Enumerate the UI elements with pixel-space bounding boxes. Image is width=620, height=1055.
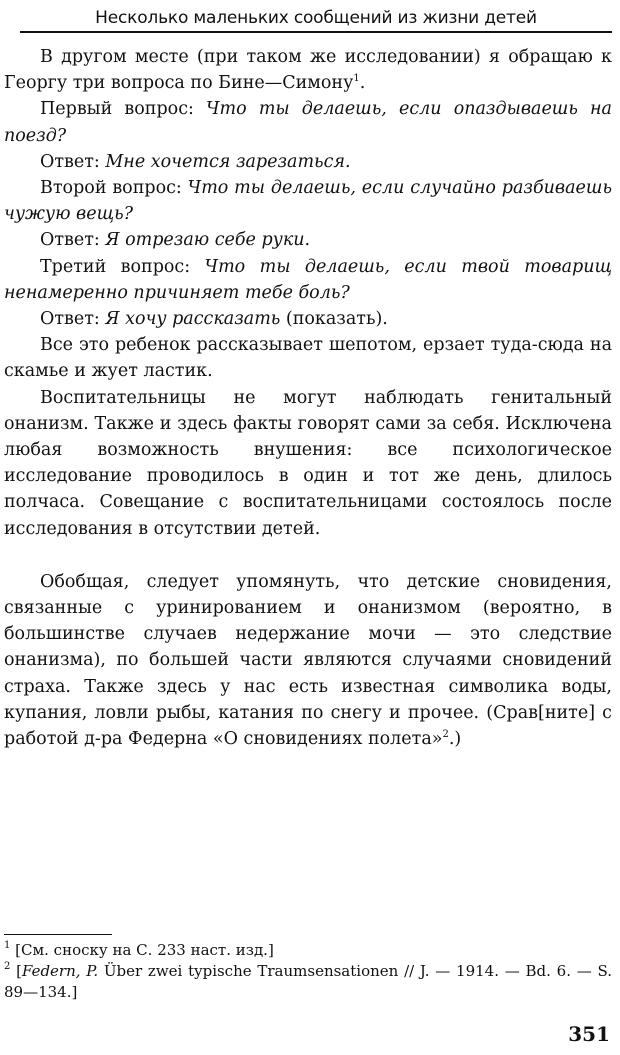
page-number: 351 xyxy=(568,1022,610,1046)
footnote-2 xyxy=(4,961,612,1003)
question-3-text: Что ты делаешь, если твой товарищ ненамеренно причиняет тебе боль? xyxy=(4,256,613,303)
paragraph-whisper: Все это ребенок рассказывает шепотом, ерзает туда-сюда на скамье и жует ластик. xyxy=(4,335,612,382)
footnote-1 xyxy=(4,940,612,961)
question-2-text: Что ты делаешь, если случайно разбиваешь чужую вещь? xyxy=(4,178,612,225)
paragraph-intro xyxy=(4,44,612,96)
paragraph-summary xyxy=(4,569,612,752)
question-1-text: Что ты делаешь, если опаздываешь на поезд? xyxy=(4,99,612,146)
question-1-label: Первый вопрос: xyxy=(40,99,207,120)
answer-3-label: Ответ: xyxy=(40,309,106,330)
question-3-label: Третий вопрос: xyxy=(40,256,205,277)
header-rule xyxy=(20,31,612,33)
answer-3-suffix: (показать). xyxy=(280,309,388,330)
answer-3 xyxy=(4,306,612,332)
footnote-2-marker: 2 xyxy=(4,961,11,972)
answer-3-text: Я хочу рассказать xyxy=(105,309,281,330)
footnote-1-marker: 1 xyxy=(4,940,11,951)
paragraph-intro-end: . xyxy=(359,73,366,94)
paragraph-summary-end: .) xyxy=(448,729,462,750)
answer-1-text: Мне хочется зарезаться. xyxy=(105,151,351,172)
footnotes xyxy=(4,940,612,1003)
answer-1-label: Ответ: xyxy=(40,151,106,172)
footnote-2-text: Über zwei typische Traumsensationen // J. — 1914. — Bd. 6. — S. 89—134.] xyxy=(4,962,612,1001)
answer-2-label: Ответ: xyxy=(40,230,106,251)
footnote-2-open: [ xyxy=(10,962,22,980)
footnote-ref-2: 2 xyxy=(442,729,449,741)
answer-1 xyxy=(4,149,612,175)
footnote-1-text: [См. сноску на С. 233 наст. изд.] xyxy=(10,941,274,959)
footnote-rule xyxy=(4,934,112,935)
running-title: Несколько маленьких сообщений из жизни детей xyxy=(95,8,537,28)
paragraph-summary-text: Обобщая, следует упомянуть, что детские сновидения, связанные с уринированием и онанизмом (вероятно, в большинстве случаев недержание мочи — это следствие онанизма), по большей части являются случаями сновидений страха. Также здесь у нас есть известная символика воды, купания, ловли рыбы, катания по снегу и прочее. (Срав[ните] с работой д-ра Федерна «О сновидениях полета» xyxy=(4,571,612,750)
question-1 xyxy=(4,96,612,148)
answer-2-text: Я отрезаю себе руки. xyxy=(105,230,311,251)
main-text xyxy=(4,44,612,752)
footnote-ref-1: 1 xyxy=(353,73,360,85)
footnote-2-author: Federn, P. xyxy=(21,962,99,980)
paragraph-teachers: Воспитательницы не могут наблюдать генитальный онанизм. Также и здесь факты говорят сами за себя. Исключена любая возможность внушения: все психологическое исследование проводилось в один и тот же день, длилось полчаса. Совещание с воспитательницами состоялось после исследования в отсутствии детей. xyxy=(4,387,612,539)
answer-2 xyxy=(4,227,612,253)
question-2-label: Второй вопрос: xyxy=(40,178,188,199)
question-2 xyxy=(4,175,612,227)
paragraph-intro-text: В другом месте (при таком же исследовании) я обращаю к Георгу три вопроса по Бине—Симону xyxy=(4,47,612,94)
question-3 xyxy=(4,254,612,306)
